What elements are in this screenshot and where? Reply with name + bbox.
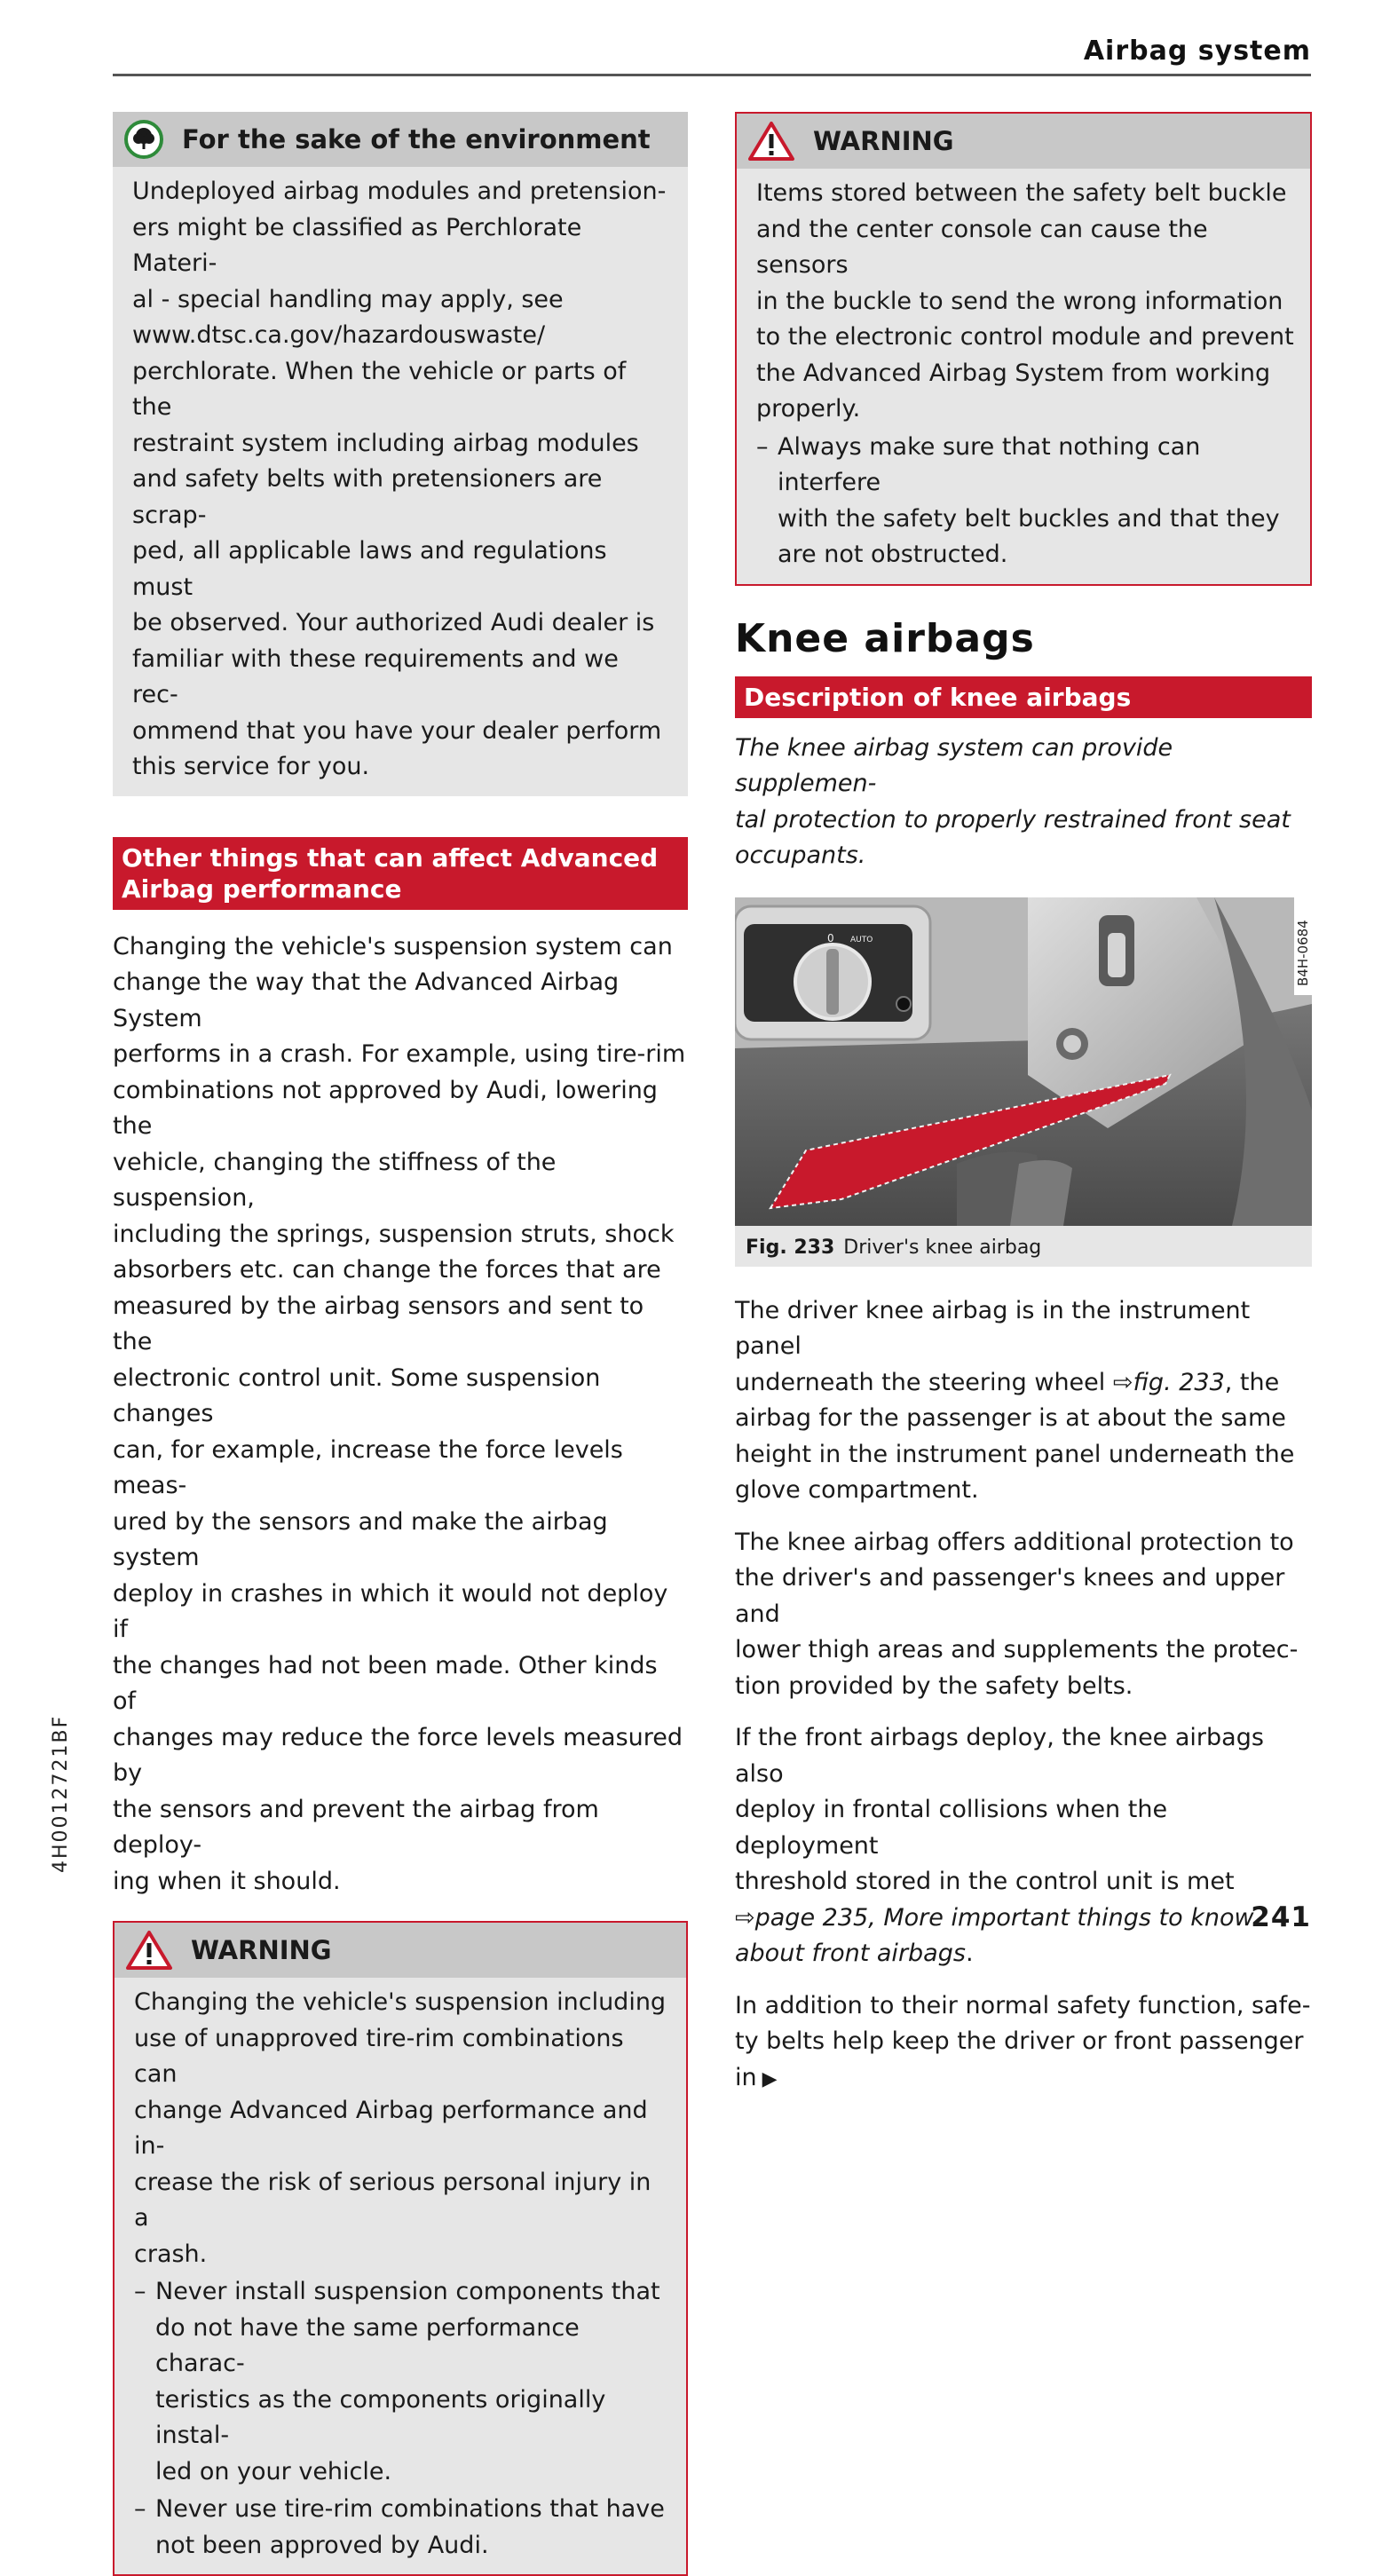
text-line: lower thigh areas and supplements the protec- xyxy=(735,1636,1299,1663)
text-line: airbag for the passenger is at about the same xyxy=(735,1404,1286,1432)
text-segment: underneath the steering wheel xyxy=(735,1368,1113,1396)
text-line: In addition to their normal safety function, safe- xyxy=(735,1991,1311,2019)
text-line: the sensors and prevent the airbag from deploy- xyxy=(113,1795,599,1859)
knob-label: 0 xyxy=(827,931,834,944)
list-dash: – xyxy=(134,2495,146,2523)
text-line: Always make sure that nothing can interfere xyxy=(778,432,1201,496)
page-number: 241 xyxy=(1251,1901,1311,1933)
paragraph-2 xyxy=(735,1525,1312,1705)
text-line: www.dtsc.ca.gov/hazardouswaste/ xyxy=(132,321,546,349)
paragraph-4 xyxy=(735,1988,1312,2098)
right-column xyxy=(735,112,1312,2098)
environment-box-header xyxy=(113,112,688,167)
section-paragraph xyxy=(113,929,688,1900)
continue-arrow-icon: ▶ xyxy=(762,2067,778,2090)
paragraph-3 xyxy=(735,1720,1312,1972)
text-line xyxy=(735,1900,1312,1937)
text-line: deploy in frontal collisions when the deployment xyxy=(735,1796,1168,1860)
text-line: and the center console can cause the sensors xyxy=(756,215,1208,279)
text-line: can, for example, increase the force levels meas- xyxy=(113,1435,623,1499)
text-line: tal protection to properly restrained front seat xyxy=(735,805,1291,834)
environment-box-title: For the sake of the environment xyxy=(182,124,651,154)
text-segment: , the xyxy=(1224,1368,1280,1396)
text-line: including the springs, suspension struts, shock xyxy=(113,1220,675,1248)
environment-box xyxy=(113,112,688,796)
warning-box-body xyxy=(737,169,1310,584)
warning-box-suspension xyxy=(113,1921,688,2576)
text-line: change the way that the Advanced Airbag System xyxy=(113,968,620,1032)
text-line: threshold stored in the control unit is met xyxy=(735,1868,1235,1895)
list-item xyxy=(756,430,1294,573)
text-line: al - special handling may apply, see xyxy=(132,285,564,313)
warning-box-title: WARNING xyxy=(191,1935,332,1965)
text-line: The knee airbag system can provide supplemen- xyxy=(735,733,1173,797)
figure-label: Fig. 233 xyxy=(746,1236,835,1259)
text-line: crease the risk of serious personal injury in a xyxy=(134,2168,652,2232)
text-line: combinations not approved by Audi, lowering the xyxy=(113,1076,658,1140)
text-line: crash. xyxy=(134,2240,208,2268)
figure-caption-text: Driver's knee airbag xyxy=(843,1236,1042,1259)
figure-233 xyxy=(735,897,1312,1267)
warning-box-belt-buckle xyxy=(735,112,1312,586)
section-heading-advanced-airbag xyxy=(113,837,688,910)
section-heading-line: Airbag performance xyxy=(122,873,402,904)
environment-box-body xyxy=(113,167,688,796)
text-line: tion provided by the safety belts. xyxy=(735,1671,1133,1700)
page-reference-link[interactable]: about front airbags xyxy=(735,1940,966,1967)
text-line: ured by the sensors and make the airbag system xyxy=(113,1507,608,1571)
warning-box-title: WARNING xyxy=(813,126,954,156)
text-line: electronic control unit. Some suspension changes xyxy=(113,1363,601,1427)
knob-label: AUTO xyxy=(850,935,873,944)
text-line: perchlorate. When the vehicle or parts of the xyxy=(132,357,627,421)
text-line: The driver knee airbag is in the instrument panel xyxy=(735,1296,1251,1360)
text-line: to the electronic control module and prevent xyxy=(756,323,1294,351)
text-line: height in the instrument panel underneath the xyxy=(735,1440,1295,1468)
text-line xyxy=(735,1936,1312,1972)
text-line: change Advanced Airbag performance and in- xyxy=(134,2096,648,2160)
text-line: The knee airbag offers additional protection to xyxy=(735,1528,1294,1556)
text-line: ommend that you have your dealer perform xyxy=(132,716,662,745)
text-line: do not have the same performance charac- xyxy=(155,2313,580,2377)
text-line: glove compartment. xyxy=(735,1476,979,1504)
text-line: restraint system including airbag modules xyxy=(132,429,639,457)
text-line: If the front airbags deploy, the knee airbags also xyxy=(735,1724,1264,1788)
page-heading-knee-airbags: Knee airbags xyxy=(735,615,1035,661)
text-line: ers might be classified as Perchlorate Materi- xyxy=(132,213,582,277)
text-line: familiar with these requirements and we rec- xyxy=(132,644,619,708)
text-line: Never use tire-rim combinations that have xyxy=(155,2495,665,2523)
text-line: deploy in crashes in which it would not deploy if xyxy=(113,1579,668,1643)
figure-reference-link[interactable]: fig. 233 xyxy=(1133,1368,1225,1396)
header-rule xyxy=(113,74,1311,76)
text-line: properly. xyxy=(756,395,861,423)
warning-box-body xyxy=(115,1978,686,2574)
text-line: be observed. Your authorized Audi dealer is xyxy=(132,609,655,636)
figure-code: B4H-0684 xyxy=(1295,919,1311,986)
text-line: not been approved by Audi. xyxy=(155,2531,489,2559)
text-line: ing when it should. xyxy=(113,1867,341,1895)
warning-box-header xyxy=(115,1923,686,1978)
knee-airbag-illustration xyxy=(735,897,1312,1226)
text-line: the Advanced Airbag System from working xyxy=(756,359,1271,387)
text-line: and safety belts with pretensioners are scrap- xyxy=(132,465,603,529)
section-heading-line: Other things that can affect Advanced xyxy=(122,842,659,873)
text-line: Changing the vehicle's suspension system can xyxy=(113,932,673,960)
text-line: performs in a crash. For example, using tire-rim xyxy=(113,1040,686,1068)
text-line: with the safety belt buckles and that they xyxy=(778,504,1280,533)
text-segment: . xyxy=(965,1940,974,1967)
text-line: the driver's and passenger's knees and upper and xyxy=(735,1564,1285,1628)
text-line: this service for you. xyxy=(132,753,370,780)
warning-triangle-icon xyxy=(125,1930,173,1971)
text-line: changes may reduce the force levels measured by xyxy=(113,1723,683,1787)
cross-ref-arrow-icon: ⇨ xyxy=(1112,1368,1133,1396)
text-line xyxy=(735,1365,1312,1402)
running-header-title: Airbag system xyxy=(1083,36,1311,67)
intro-paragraph xyxy=(735,731,1312,874)
list-dash: – xyxy=(134,2278,146,2305)
text-line: ped, all applicable laws and regulations must xyxy=(132,537,607,601)
text-line xyxy=(735,2024,1312,2098)
text-line: Items stored between the safety belt buckle xyxy=(756,179,1287,207)
list-item xyxy=(134,2274,670,2490)
environment-tree-icon xyxy=(123,119,164,160)
text-line: led on your vehicle. xyxy=(155,2457,392,2485)
text-line: teristics as the components originally instal- xyxy=(155,2385,606,2449)
list-dash: – xyxy=(756,432,769,461)
list-item xyxy=(134,2492,670,2564)
page-reference-link[interactable]: page 235, More important things to know xyxy=(754,1903,1254,1932)
text-line: vehicle, changing the stiffness of the suspension, xyxy=(113,1148,557,1212)
text-line: in the buckle to send the wrong information xyxy=(756,287,1283,315)
paragraph-1 xyxy=(735,1293,1312,1509)
text-line: Changing the vehicle's suspension including xyxy=(134,1988,667,2016)
figure-caption xyxy=(735,1226,1312,1267)
text-line: occupants. xyxy=(735,842,866,869)
document-code: 4H0012721BF xyxy=(50,1714,72,1873)
text-segment: ty belts help keep the driver or front passenger in xyxy=(735,2027,1304,2091)
text-line: Undeployed airbag modules and pretension- xyxy=(132,178,667,205)
warning-box-header xyxy=(737,114,1310,169)
subheading-description: Description of knee airbags xyxy=(735,676,1312,718)
text-line: absorbers etc. can change the forces that are xyxy=(113,1256,661,1284)
text-line: use of unapproved tire-rim combinations can xyxy=(134,2024,624,2088)
text-line: are not obstructed. xyxy=(778,541,1008,568)
text-line: the changes had not been made. Other kinds of xyxy=(113,1651,658,1715)
warning-triangle-icon xyxy=(747,121,795,162)
text-line: Never install suspension components that xyxy=(155,2278,660,2305)
cross-ref-arrow-icon: ⇨ xyxy=(735,1903,755,1932)
text-line: measured by the airbag sensors and sent to the xyxy=(113,1292,644,1355)
left-column xyxy=(113,112,688,2576)
